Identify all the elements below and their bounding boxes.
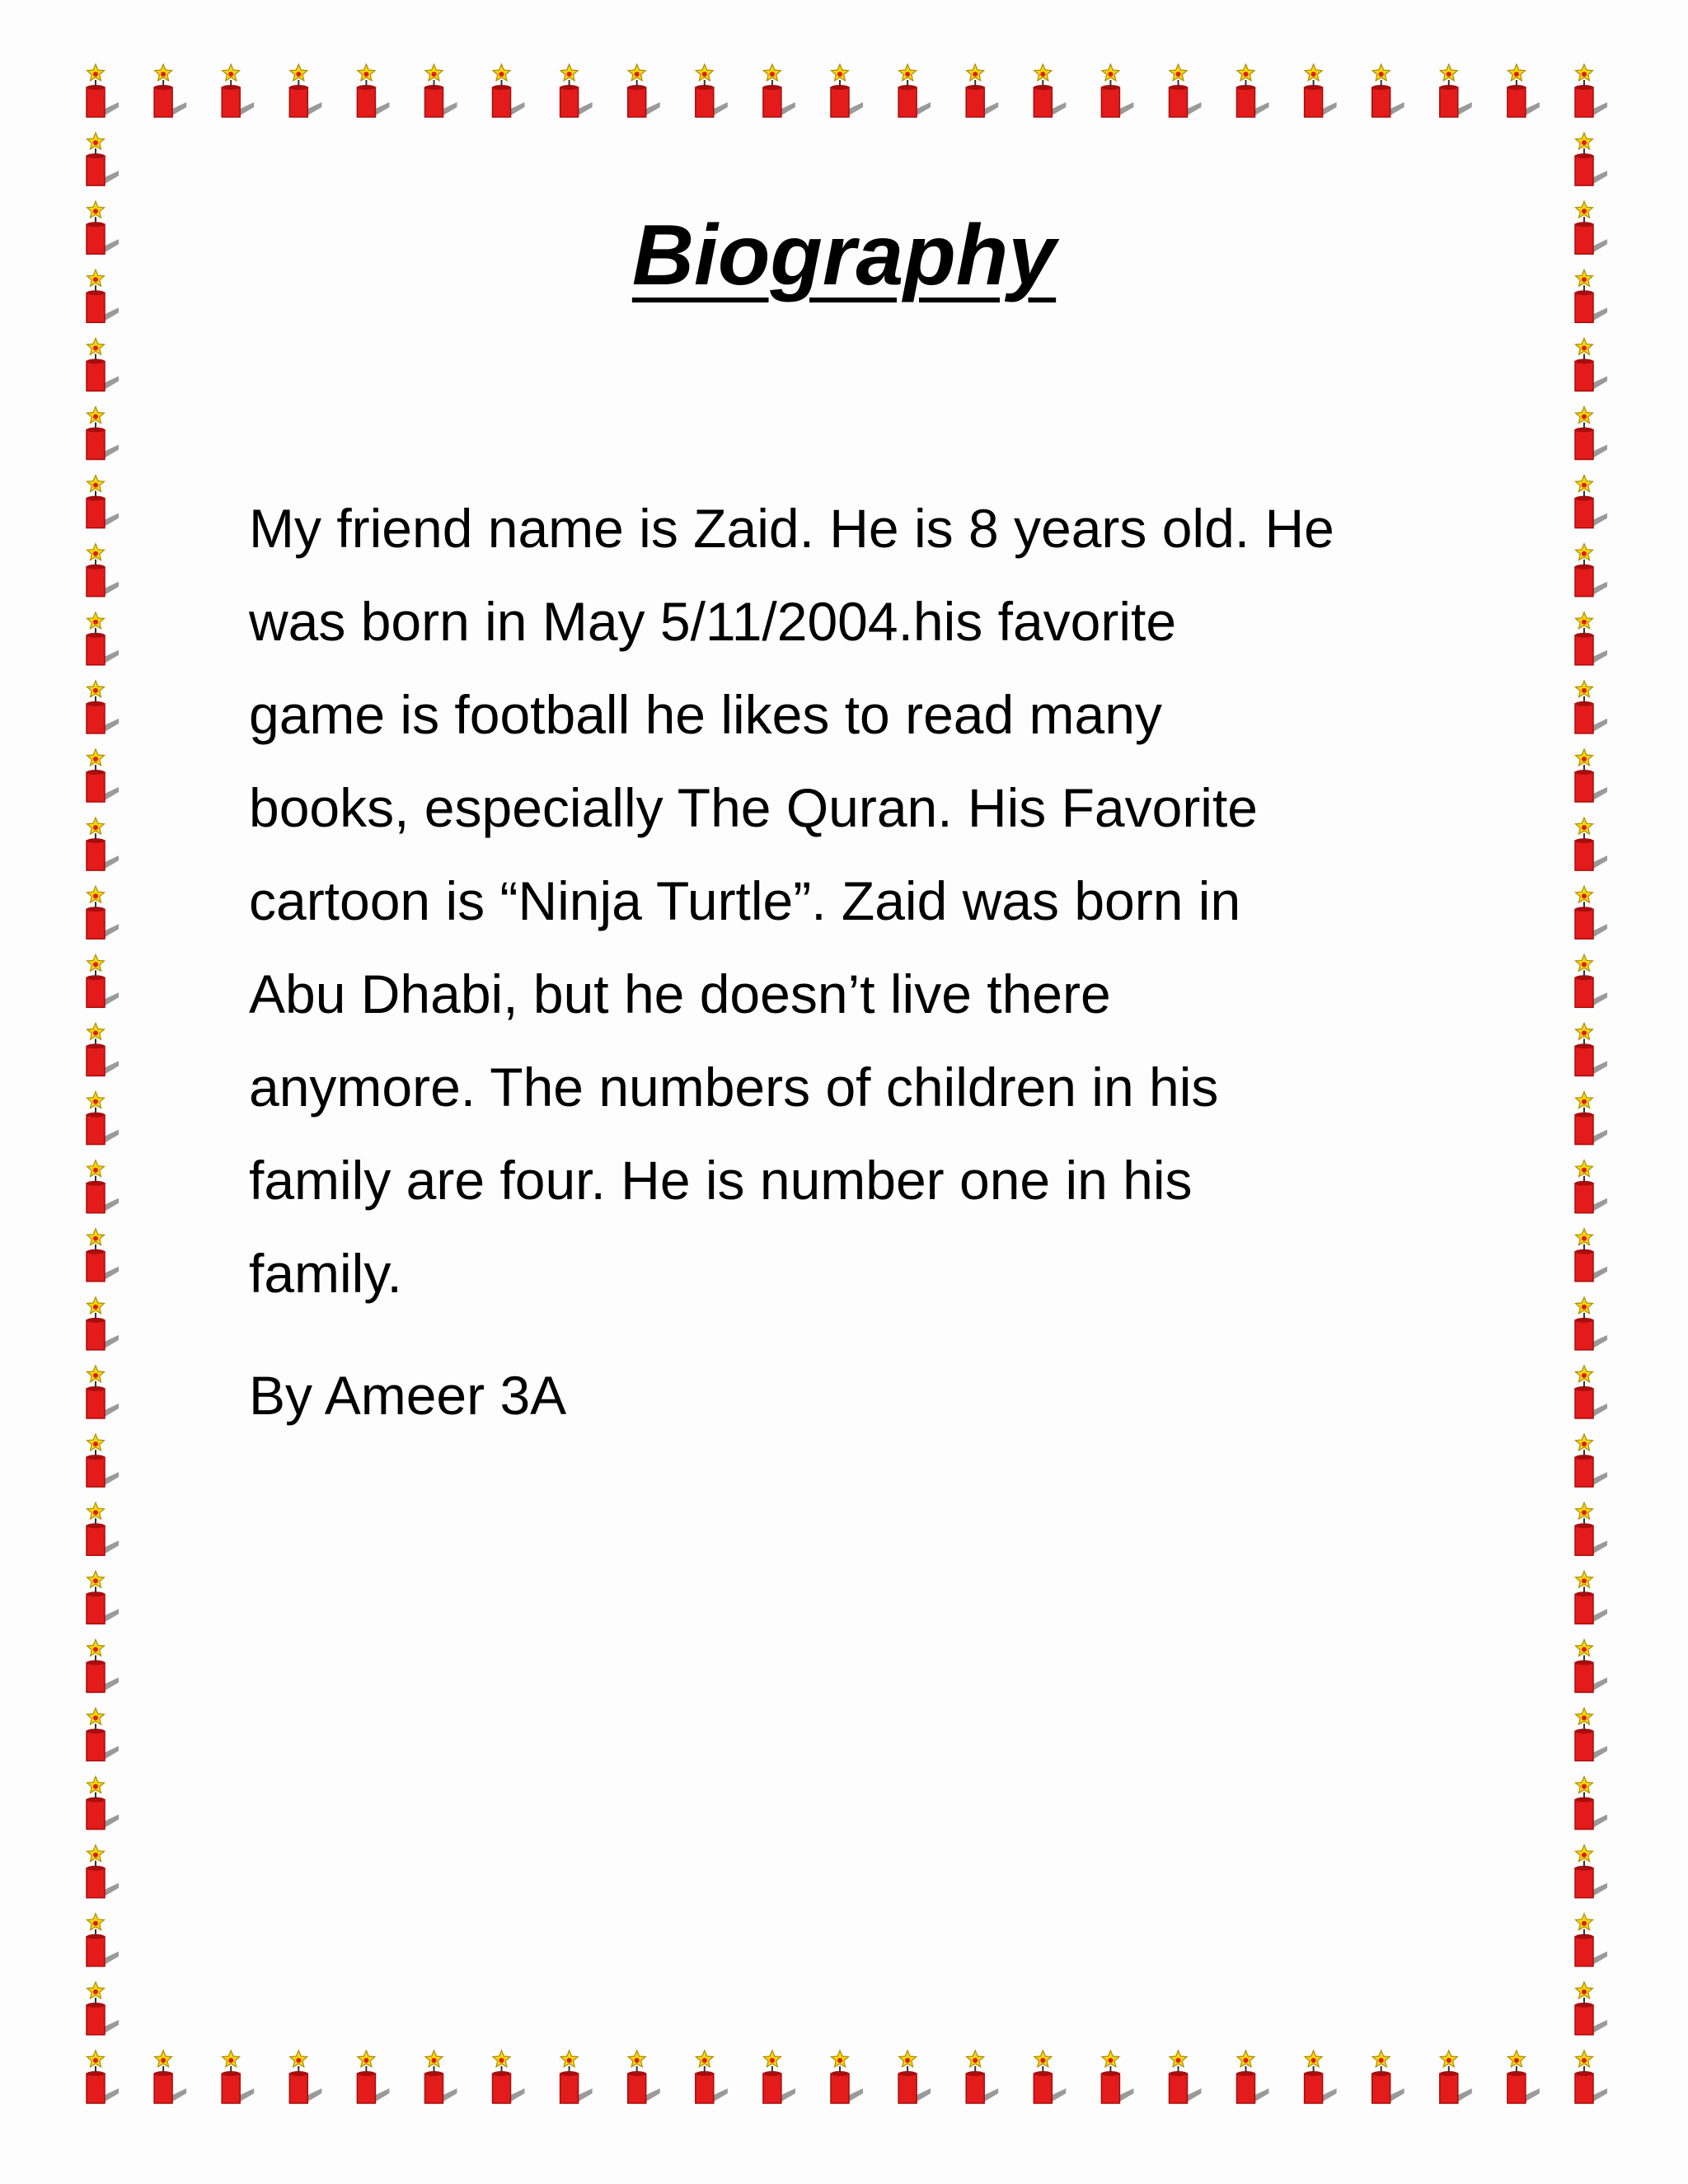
firecracker-icon [1575, 1845, 1607, 1898]
firecracker-icon [87, 954, 119, 1007]
firecracker-icon [87, 64, 119, 117]
firecracker-icon [1575, 1229, 1607, 1282]
firecracker-icon [1575, 1708, 1607, 1761]
firecracker-icon [560, 2050, 593, 2103]
paragraph-line: anymore. The numbers of children in his [249, 1057, 1219, 1118]
paragraph-line: cartoon is “Ninja Turtle”. Zaid was born in [249, 870, 1241, 931]
firecracker-icon [1575, 133, 1607, 185]
firecracker-icon [1101, 64, 1133, 117]
firecracker-icon [1372, 2050, 1404, 2103]
firecracker-icon [1034, 64, 1066, 117]
firecracker-icon [1372, 64, 1404, 117]
firecracker-icon [763, 2050, 795, 2103]
firecracker-icon [1575, 954, 1607, 1007]
firecracker-icon [966, 64, 998, 117]
firecracker-icon [1575, 1914, 1607, 1966]
firecracker-icon [560, 64, 593, 117]
firecracker-icon [87, 1434, 119, 1487]
paragraph-line: was born in May 5/11/2004.his favorite [249, 591, 1177, 652]
firecracker-icon [1237, 64, 1269, 117]
firecracker-icon [1101, 2050, 1133, 2103]
paragraph-line: game is football he likes to read many [249, 684, 1162, 745]
firecracker-icon [1034, 2050, 1066, 2103]
paragraph-line: My friend name is Zaid. He is 8 years old. He [249, 498, 1334, 559]
firecracker-icon [831, 2050, 863, 2103]
firecracker-icon [87, 1366, 119, 1418]
firecracker-icon [1507, 64, 1540, 117]
firecracker-icon [1575, 681, 1607, 733]
firecracker-icon [87, 1229, 119, 1282]
firecracker-icon [87, 1982, 119, 2035]
firecracker-icon [831, 64, 863, 117]
firecracker-icon [1575, 2050, 1607, 2103]
firecracker-icon [87, 1914, 119, 1966]
firecracker-icon [1507, 2050, 1540, 2103]
firecracker-icon [425, 2050, 457, 2103]
paragraph-line: books, especially The Quran. His Favorite [249, 777, 1258, 838]
firecracker-icon [87, 476, 119, 528]
firecracker-icon [87, 1708, 119, 1761]
firecracker-icon [898, 64, 931, 117]
firecracker-icon [357, 2050, 389, 2103]
firecracker-icon [1575, 1366, 1607, 1418]
firecracker-icon [1575, 818, 1607, 870]
firecracker-icon [1575, 1639, 1607, 1692]
firecracker-icon [1305, 64, 1337, 117]
firecracker-icon [425, 64, 457, 117]
firecracker-icon [87, 407, 119, 460]
firecracker-icon [1575, 1777, 1607, 1830]
firecracker-icon [1575, 476, 1607, 528]
firecracker-icon [87, 1160, 119, 1213]
firecracker-icon [1575, 1160, 1607, 1213]
author-byline: By Ameer 3A [249, 1365, 567, 1426]
firecracker-icon [87, 1023, 119, 1076]
firecracker-icon [87, 1502, 119, 1555]
firecracker-icon [1575, 1023, 1607, 1076]
firecracker-icon [1305, 2050, 1337, 2103]
firecracker-icon [696, 64, 728, 117]
firecracker-icon [898, 2050, 931, 2103]
firecracker-icon [87, 544, 119, 597]
firecracker-icon [87, 133, 119, 185]
firecracker-icon [289, 64, 321, 117]
firecracker-icon [493, 64, 525, 117]
firecracker-icon [222, 64, 254, 117]
firecracker-icon [289, 2050, 321, 2103]
firecracker-icon [87, 1092, 119, 1145]
firecracker-icon [87, 681, 119, 733]
firecracker-icon [87, 612, 119, 665]
paragraph-line: family are four. He is number one in his [249, 1150, 1193, 1211]
firecracker-icon [87, 886, 119, 939]
firecracker-icon [154, 64, 186, 117]
firecracker-icon [1575, 407, 1607, 460]
firecracker-icon [1440, 2050, 1472, 2103]
firecracker-icon [1575, 338, 1607, 391]
firecracker-icon [966, 2050, 998, 2103]
firecracker-icon [1575, 64, 1607, 117]
firecracker-icon [1575, 886, 1607, 939]
firecracker-icon [87, 1845, 119, 1898]
firecracker-icon [628, 64, 660, 117]
firecracker-icon [1575, 1982, 1607, 2035]
firecracker-icon [1575, 1434, 1607, 1487]
firecracker-icon [1170, 64, 1202, 117]
firecracker-icon [87, 1639, 119, 1692]
firecracker-icon [87, 1777, 119, 1830]
firecracker-icon [87, 818, 119, 870]
firecracker-icon [1237, 2050, 1269, 2103]
firecracker-icon [763, 64, 795, 117]
firecracker-icon [87, 749, 119, 802]
firecracker-icon [493, 2050, 525, 2103]
page-title [0, 198, 1688, 313]
firecracker-icon [154, 2050, 186, 2103]
firecracker-icon [1575, 1502, 1607, 1555]
firecracker-icon [87, 1297, 119, 1350]
firecracker-icon [1575, 544, 1607, 597]
biography-paragraph [249, 482, 1469, 1320]
firecracker-icon [1575, 1092, 1607, 1145]
firecracker-icon [1440, 64, 1472, 117]
firecracker-icon [1575, 1571, 1607, 1624]
firecracker-icon [87, 2050, 119, 2103]
firecracker-icon [87, 338, 119, 391]
page-title-text: Biography [631, 208, 1057, 303]
paragraph-line: Abu Dhabi, but he doesn’t live there [249, 963, 1111, 1024]
firecracker-icon [1575, 1297, 1607, 1350]
firecracker-icon [1575, 612, 1607, 665]
firecracker-icon [222, 2050, 254, 2103]
firecracker-icon [696, 2050, 728, 2103]
firecracker-icon [87, 1571, 119, 1624]
firecracker-icon [1170, 2050, 1202, 2103]
firecracker-icon [357, 64, 389, 117]
firecracker-icon [1575, 749, 1607, 802]
firecracker-icon [628, 2050, 660, 2103]
paragraph-line: family. [249, 1243, 402, 1304]
